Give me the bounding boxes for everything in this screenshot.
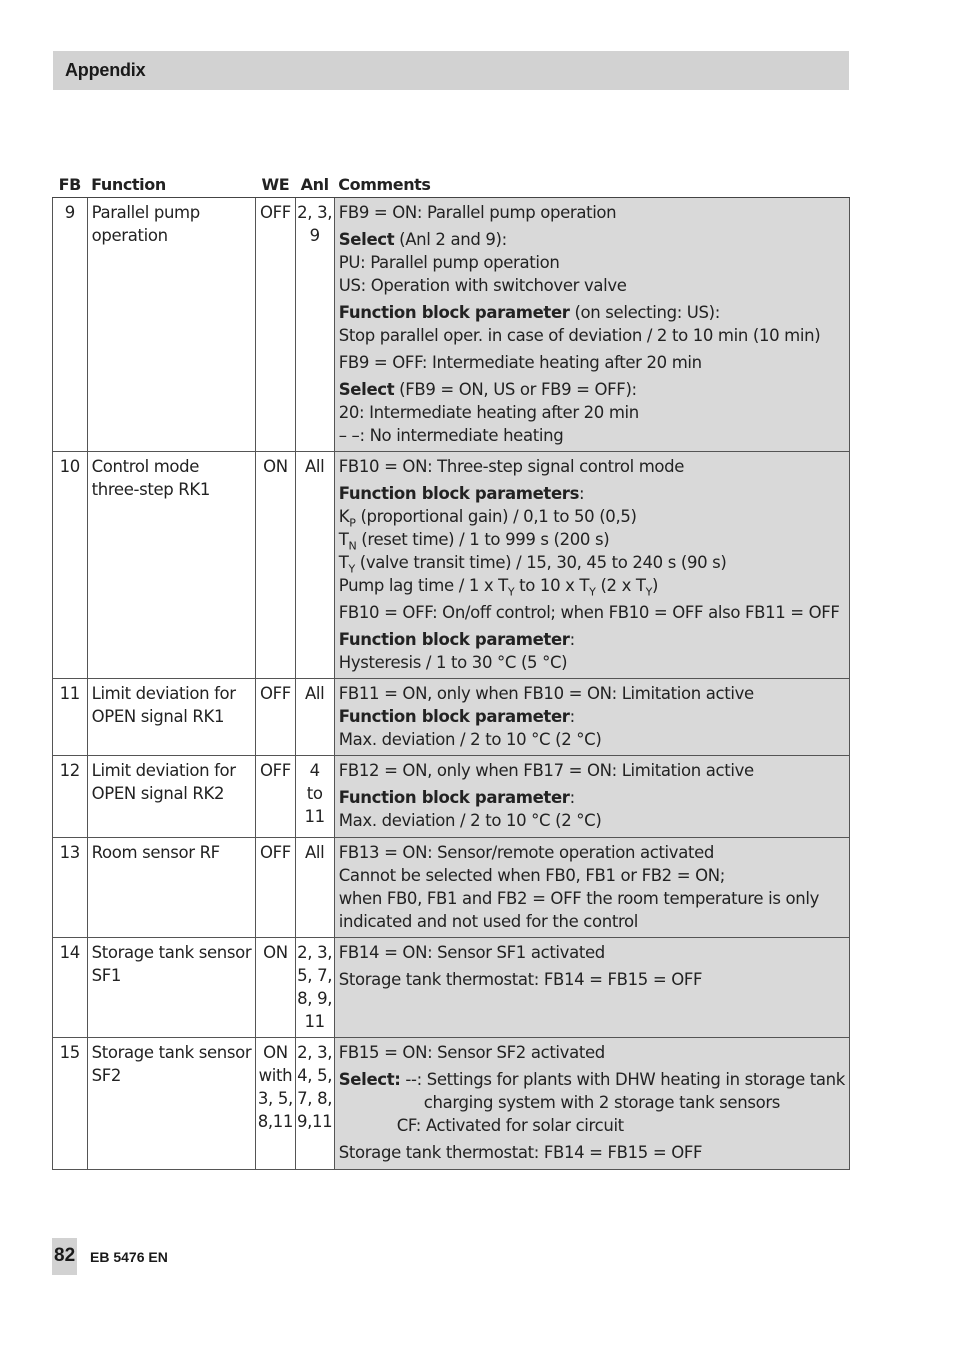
- comment-line: Hysteresis / 1 to 30 °C (5 °C): [338, 653, 568, 672]
- comment-line: FB9 = OFF: Intermediate heating after 20 min: [338, 353, 702, 372]
- comment-line: when FB0, FB1 and FB2 = OFF the room temperature is only: [338, 889, 819, 908]
- comment-text: K: [338, 507, 350, 526]
- anl-value: 5, 7,: [297, 966, 333, 985]
- comments-cell: [334, 756, 849, 838]
- subscript: Y: [507, 585, 515, 599]
- function-text: Storage tank sensor: [91, 943, 252, 962]
- comment-line: Storage tank thermostat: FB14 = FB15 = OFF: [338, 970, 703, 989]
- anl-value: 11: [304, 1012, 325, 1031]
- we-value: with: [258, 1066, 293, 1085]
- function-text: three-step RK1: [91, 480, 211, 499]
- table-row: [53, 679, 850, 756]
- comment-text: --: Settings for plants with DHW heating in storage tank: [400, 1070, 845, 1089]
- comment-text: to 10 x T: [514, 576, 590, 595]
- table-row: [53, 938, 850, 1038]
- subscript: Y: [348, 562, 355, 576]
- we-value: OFF: [259, 684, 291, 703]
- anl-cell: [295, 756, 334, 838]
- we-value: 8,11: [257, 1112, 294, 1131]
- comment-text: :: [569, 630, 575, 649]
- comment-bold: Function block parameter: [338, 707, 570, 726]
- anl-value: All: [304, 684, 325, 703]
- comment-line: [339, 301, 845, 324]
- anl-value: to: [306, 784, 323, 803]
- comment-line: FB14 = ON: Sensor SF1 activated: [338, 943, 605, 962]
- comment-line: FB10 = ON: Three-step signal control mode: [338, 457, 685, 476]
- comment-text: ): [652, 576, 659, 595]
- we-cell: [256, 452, 295, 679]
- function-text: OPEN signal RK1: [91, 707, 225, 726]
- function-text: Storage tank sensor: [91, 1043, 252, 1062]
- document-id: EB 5476 EN: [90, 1249, 168, 1265]
- comment-line: FB13 = ON: Sensor/remote operation activated: [338, 843, 715, 862]
- anl-value: 2, 3,: [297, 203, 333, 222]
- anl-value: 7, 8,: [297, 1089, 333, 1108]
- function-block-table: [52, 171, 850, 1170]
- function-text: SF1: [91, 966, 122, 985]
- anl-value: All: [304, 457, 325, 476]
- page-number: 82: [54, 1245, 76, 1266]
- we-cell: [256, 756, 295, 838]
- comment-line: US: Operation with switchover valve: [338, 276, 627, 295]
- comment-line: indicated and not used for the control: [338, 912, 639, 931]
- comment-line: FB9 = ON: Parallel pump operation: [338, 203, 617, 222]
- section-title: Appendix: [65, 60, 146, 80]
- fb-number: 10: [53, 452, 88, 679]
- we-cell: [256, 1038, 295, 1170]
- function-cell: [87, 452, 256, 679]
- subscript: P: [349, 516, 356, 530]
- we-cell: [256, 198, 295, 452]
- comment-line: FB12 = ON, only when FB17 = ON: Limitation active: [338, 761, 754, 780]
- comment-bold: Function block parameter: [338, 788, 570, 807]
- comment-text: (proportional gain) / 0,1 to 50 (0,5): [355, 507, 637, 526]
- comment-line: [339, 551, 845, 574]
- comment-line: Max. deviation / 2 to 10 °C (2 °C): [338, 811, 602, 830]
- comment-bold: Function block parameter: [338, 630, 570, 649]
- comment-line: [339, 574, 845, 597]
- we-value: OFF: [259, 203, 291, 222]
- subscript: Y: [645, 585, 652, 599]
- anl-value: All: [304, 843, 325, 862]
- comment-line: [339, 228, 845, 251]
- comment-text: (FB9 = ON, US or FB9 = OFF):: [394, 380, 637, 399]
- function-text: Limit deviation for: [91, 684, 236, 703]
- anl-value: 11: [304, 807, 325, 826]
- anl-value: 9: [309, 226, 320, 245]
- fb-number: 12: [53, 756, 88, 838]
- comments-cell: [334, 1038, 849, 1170]
- fb-number: 14: [53, 938, 88, 1038]
- anl-cell: [295, 838, 334, 938]
- comment-line: FB10 = OFF: On/off control; when FB10 = OFF also FB11 = OFF: [338, 603, 840, 622]
- col-header-comments: Comments: [334, 171, 849, 198]
- anl-value: 8, 9,: [297, 989, 333, 1008]
- table-row: [53, 838, 850, 938]
- comments-cell: [334, 198, 849, 452]
- table-row: [53, 198, 850, 452]
- comment-text: (on selecting: US):: [569, 303, 720, 322]
- we-cell: [256, 679, 295, 756]
- function-cell: [87, 1038, 256, 1170]
- function-cell: [87, 756, 256, 838]
- anl-cell: [295, 198, 334, 452]
- function-cell: [87, 938, 256, 1038]
- comment-text: (Anl 2 and 9):: [394, 230, 507, 249]
- we-cell: [256, 938, 295, 1038]
- comments-cell: [334, 452, 849, 679]
- comment-text: :: [569, 788, 575, 807]
- col-header-we: WE: [256, 171, 295, 198]
- comment-text: :: [579, 484, 585, 503]
- anl-cell: [295, 679, 334, 756]
- comment-line: Max. deviation / 2 to 10 °C (2 °C): [338, 730, 602, 749]
- comment-bold: Function block parameters: [338, 484, 580, 503]
- subscript: Y: [589, 585, 596, 599]
- comment-bold: Select: [338, 380, 395, 399]
- comment-text: :: [569, 707, 575, 726]
- comment-text: T: [338, 553, 349, 572]
- function-text: SF2: [91, 1066, 122, 1085]
- function-cell: [87, 198, 256, 452]
- comment-bold: Select: [338, 230, 395, 249]
- anl-value: 2, 3,: [297, 1043, 333, 1062]
- anl-value: 9,11: [296, 1112, 333, 1131]
- col-header-anl: Anl: [295, 171, 334, 198]
- comments-cell: [334, 679, 849, 756]
- comment-line: PU: Parallel pump operation: [338, 253, 560, 272]
- anl-cell: [295, 938, 334, 1038]
- we-value: OFF: [259, 761, 291, 780]
- anl-cell: [295, 1038, 334, 1170]
- comment-line: [339, 378, 845, 401]
- comment-line: FB11 = ON, only when FB10 = ON: Limitation active: [338, 684, 754, 703]
- function-cell: [87, 838, 256, 938]
- comment-line: [339, 528, 845, 551]
- comment-line: [339, 628, 845, 651]
- comments-cell: [334, 938, 849, 1038]
- table-row: [53, 452, 850, 679]
- we-value: ON: [263, 457, 288, 476]
- function-text: Limit deviation for: [91, 761, 236, 780]
- we-value: ON: [263, 1043, 288, 1062]
- comment-line: Storage tank thermostat: FB14 = FB15 = OFF: [338, 1143, 703, 1162]
- function-text: Room sensor RF: [91, 843, 220, 862]
- we-value: ON: [263, 943, 288, 962]
- anl-value: 4: [309, 761, 320, 780]
- comment-text: (reset time) / 1 to 999 s (200 s): [356, 530, 610, 549]
- function-text: OPEN signal RK2: [91, 784, 225, 803]
- table-row: [53, 756, 850, 838]
- table-row: [53, 1038, 850, 1170]
- comment-bold: Select:: [338, 1070, 401, 1089]
- table-header-row: [53, 171, 850, 198]
- page-number-box: [52, 1238, 77, 1275]
- fb-number: 11: [53, 679, 88, 756]
- subscript: N: [348, 539, 357, 553]
- function-cell: [87, 679, 256, 756]
- comment-line: [339, 705, 845, 728]
- fb-number: 15: [53, 1038, 88, 1170]
- comment-line: charging system with 2 storage tank sensors: [423, 1093, 781, 1112]
- we-value: OFF: [259, 843, 291, 862]
- col-header-fb: FB: [53, 171, 88, 198]
- we-value: 3, 5,: [257, 1089, 293, 1108]
- comment-text: (valve transit time) / 15, 30, 45 to 240 s (90 s): [354, 553, 727, 572]
- comment-line: [339, 482, 845, 505]
- function-text: operation: [91, 226, 168, 245]
- comment-line: [339, 505, 845, 528]
- anl-cell: [295, 452, 334, 679]
- comment-line: 20: Intermediate heating after 20 min: [338, 403, 639, 422]
- fb-number: 13: [53, 838, 88, 938]
- comment-line: [339, 786, 845, 809]
- anl-value: 4, 5,: [297, 1066, 333, 1085]
- anl-value: 2, 3,: [297, 943, 333, 962]
- comment-bold: Function block parameter: [338, 303, 570, 322]
- comments-cell: [334, 838, 849, 938]
- comment-line: [339, 1068, 845, 1091]
- col-header-function: Function: [87, 171, 256, 198]
- comment-text: T: [338, 530, 349, 549]
- section-header-bar: [53, 51, 849, 90]
- function-text: Parallel pump: [91, 203, 200, 222]
- we-cell: [256, 838, 295, 938]
- comment-line: – –: No intermediate heating: [338, 426, 564, 445]
- comment-line: Cannot be selected when FB0, FB1 or FB2 = ON;: [338, 866, 725, 885]
- function-text: Control mode: [91, 457, 200, 476]
- comment-line: CF: Activated for solar circuit: [396, 1116, 624, 1135]
- fb-number: 9: [53, 198, 88, 452]
- comment-text: Pump lag time / 1 x T: [338, 576, 508, 595]
- comment-text: (2 x T: [595, 576, 646, 595]
- comment-line: Stop parallel oper. in case of deviation / 2 to 10 min (10 min): [338, 326, 821, 345]
- comment-line: FB15 = ON: Sensor SF2 activated: [338, 1043, 605, 1062]
